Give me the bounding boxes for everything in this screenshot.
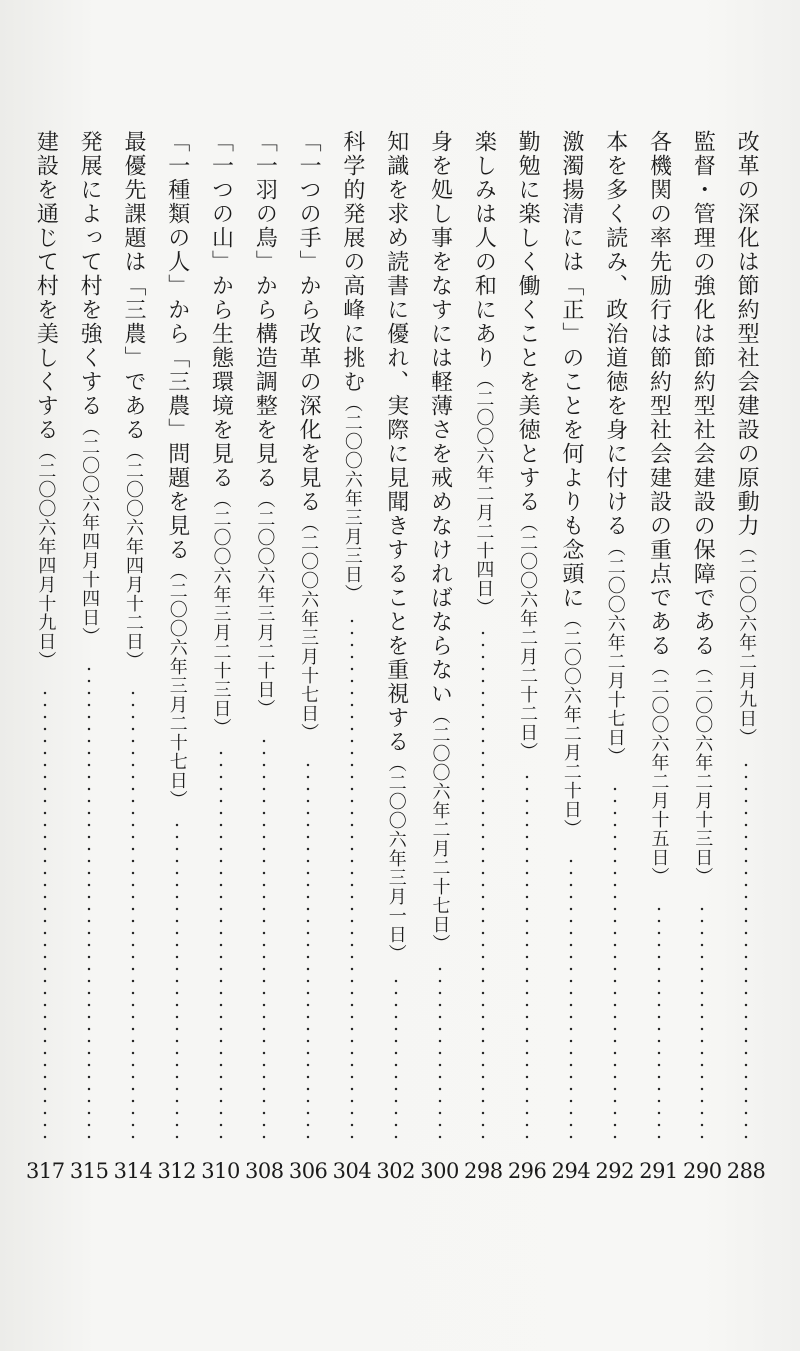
page-number: 308 — [245, 1159, 284, 1183]
toc-entry — [418, 118, 462, 1258]
entry-title: 勤勉に楽しく働くことを美徳とする — [515, 130, 541, 514]
entry-date: （二〇〇六年三月二十日） — [254, 490, 276, 718]
entry-title: 知識を求め読書に優れ、実際に見聞きすることを重視する — [383, 130, 409, 754]
entry-date: （二〇〇六年二月十三日） — [692, 658, 714, 886]
table-of-contents — [23, 118, 768, 1258]
leader-dots — [44, 684, 47, 1143]
leader-dots — [701, 900, 704, 1143]
leader-dots — [350, 617, 353, 1143]
toc-entry — [330, 118, 374, 1258]
entry-title: 科学的発展の高峰に挑む — [339, 130, 365, 394]
entry-title: 建設を通じて村を美しくする — [33, 130, 59, 442]
entry-date: （二〇〇六年二月二十七日） — [429, 706, 451, 953]
page-number: 300 — [420, 1159, 459, 1183]
leader-dots — [307, 756, 310, 1143]
entry-title: 「一種類の人」から「三農」問題を見る — [164, 130, 190, 562]
toc-entry — [549, 118, 593, 1258]
page-number: 306 — [288, 1159, 328, 1183]
entry-title: 最優先課題は「三農」である — [120, 130, 146, 442]
leader-dots — [88, 660, 91, 1143]
page-number: 290 — [683, 1159, 722, 1183]
leader-dots — [613, 780, 616, 1143]
entry-title: 改革の深化は節約型社会建設の原動力 — [734, 130, 760, 538]
page-number: 291 — [639, 1159, 678, 1183]
page-number: 304 — [332, 1159, 372, 1183]
entry-date: （二〇〇六年二月二十四日） — [473, 370, 495, 617]
leader-dots — [745, 761, 748, 1143]
toc-entry — [461, 118, 505, 1258]
page-number: 288 — [726, 1159, 766, 1183]
leader-dots — [569, 852, 572, 1143]
entry-date: （二〇〇六年三月一日） — [385, 754, 407, 963]
entry-date: （二〇〇六年四月十九日） — [35, 442, 57, 670]
entry-title: 身を処し事をなすには軽薄さを戒めなければならない — [427, 130, 453, 706]
toc-entry — [637, 118, 681, 1258]
toc-entry — [286, 118, 330, 1258]
entry-date: （二〇〇六年三月二十七日） — [166, 562, 188, 809]
page-number: 310 — [201, 1159, 240, 1183]
toc-entry — [724, 118, 768, 1258]
entry-title: 本を多く読み、政治道徳を身に付ける — [602, 130, 628, 538]
entry-date: （二〇〇六年三月三日） — [341, 394, 363, 603]
leader-dots — [526, 775, 529, 1143]
leader-dots — [175, 823, 178, 1143]
leader-dots — [482, 631, 485, 1143]
toc-entry — [680, 118, 724, 1258]
page-number: 294 — [551, 1159, 591, 1183]
page-number: 315 — [69, 1159, 109, 1183]
page-number: 296 — [507, 1159, 547, 1183]
entry-date: （二〇〇六年二月二十日） — [560, 610, 582, 838]
toc-entry — [23, 118, 67, 1258]
toc-entry — [67, 118, 111, 1258]
leader-dots — [219, 751, 222, 1143]
entry-title: 「一つの手」から改革の深化を見る — [296, 130, 322, 514]
leader-dots — [263, 732, 266, 1143]
toc-entry — [593, 118, 637, 1258]
leader-dots — [131, 684, 134, 1143]
page-number: 312 — [157, 1159, 197, 1183]
toc-entry — [155, 118, 199, 1258]
entry-date: （二〇〇六年三月二十三日） — [210, 490, 232, 737]
entry-title: 楽しみは人の和にあり — [471, 130, 497, 370]
page-number: 317 — [26, 1159, 65, 1183]
toc-entry — [374, 118, 418, 1258]
leader-dots — [657, 900, 660, 1143]
leader-dots — [438, 967, 441, 1143]
page-number: 292 — [595, 1159, 634, 1183]
page-number: 314 — [113, 1159, 153, 1183]
entry-title: 「一つの山」から生態環境を見る — [208, 130, 234, 490]
entry-date: （二〇〇六年二月十七日） — [604, 538, 626, 766]
toc-entry — [111, 118, 155, 1258]
leader-dots — [394, 977, 397, 1143]
toc-entry — [242, 118, 286, 1258]
entry-date: （二〇〇六年四月十二日） — [122, 442, 144, 670]
toc-entry — [505, 118, 549, 1258]
entry-date: （二〇〇六年三月十七日） — [298, 514, 320, 742]
entry-title: 各機関の率先励行は節約型社会建設の重点である — [646, 130, 672, 658]
entry-title: 激濁揚清には「正」のことを何よりも念頭に — [558, 130, 584, 610]
entry-date: （二〇〇六年四月十四日） — [79, 418, 101, 646]
entry-date: （二〇〇六年二月十五日） — [648, 658, 670, 886]
entry-title: 監督・管理の強化は節約型社会建設の保障である — [690, 130, 716, 658]
entry-title: 「一羽の鳥」から構造調整を見る — [252, 130, 278, 490]
entry-date: （二〇〇六年二月九日） — [736, 538, 758, 747]
entry-title: 発展によって村を強くする — [77, 130, 103, 418]
page-number: 298 — [464, 1159, 503, 1183]
toc-entry — [199, 118, 243, 1258]
entry-date: （二〇〇六年二月二十二日） — [517, 514, 539, 761]
page-number: 302 — [376, 1159, 416, 1183]
